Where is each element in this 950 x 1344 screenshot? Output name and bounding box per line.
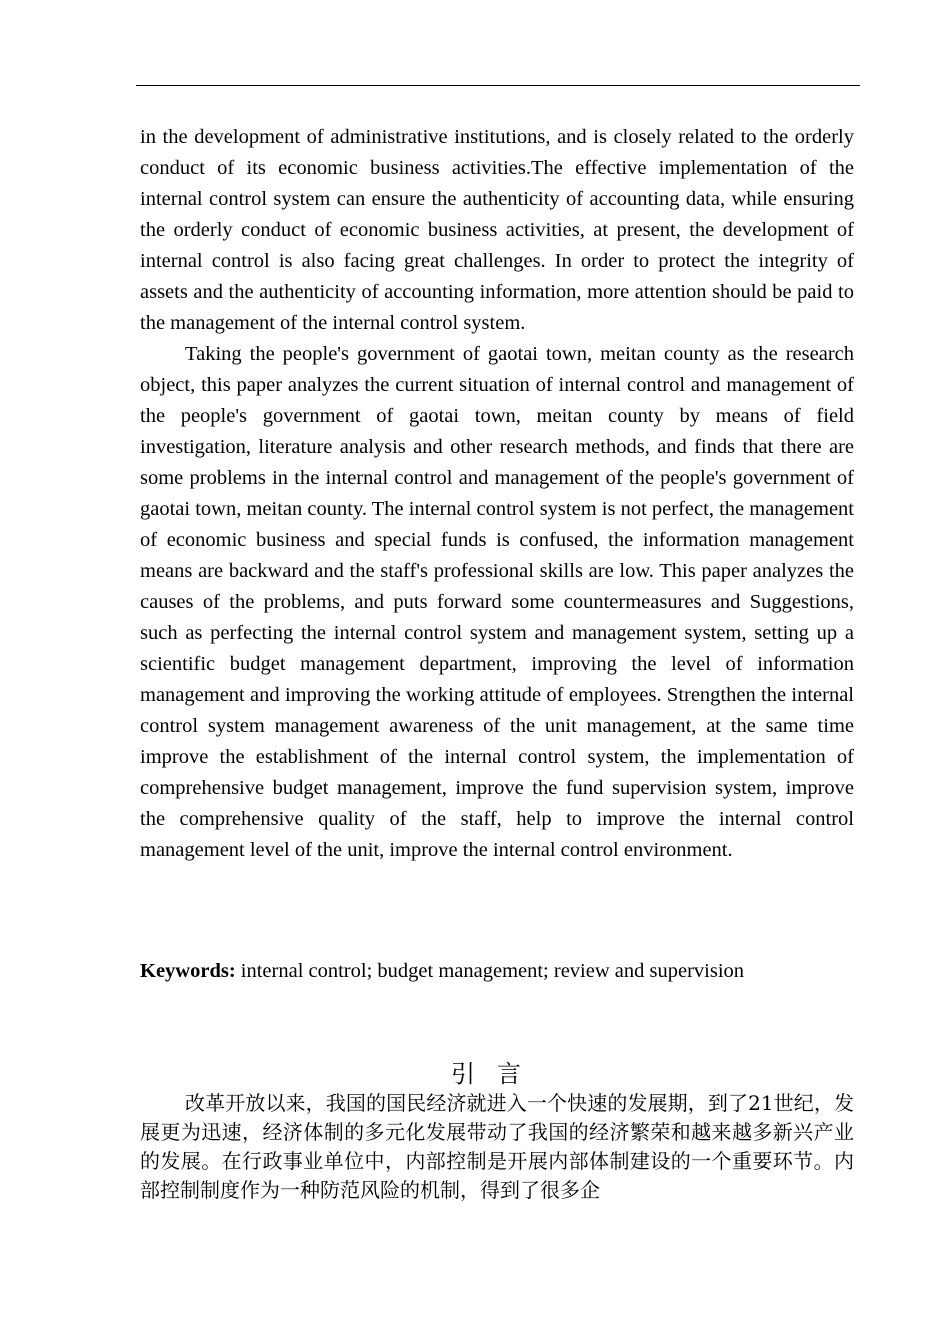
introduction-title: 引言 (451, 1060, 543, 1088)
header-rule (136, 85, 860, 86)
introduction-body (140, 1089, 854, 1205)
keywords-text: internal control; budget management; review and supervision (240, 960, 745, 982)
abstract-body (140, 122, 854, 866)
abstract-paragraph-2: Taking the people's government of gaotai town, meitan county as the research object, this paper analyzes the current situation of internal control and management of the people's government of gaotai town, meitan county by means of field investigation, literature analysis and other research methods, and finds that there are some problems in the internal control and management of the people's government of gaotai town, meitan county. The internal control system is not perfect, the management of economic business and special funds is confused, the information management means are backward and the staff's professional skills are low. This paper analyzes the causes of the problems, and puts forward some countermeasures and Suggestions, such as perfecting the internal control system and management system, setting up a scientific budget management department, improving the level of information management and improving the working attitude of employees. Strengthen the internal control system management awareness of the unit management, at the same time improve the establishment of the internal control system, the implementation of comprehensive budget management, improve the fund supervision system, improve the comprehensive quality of the staff, help to improve the internal control management level of the unit, improve the internal control environment. (140, 343, 854, 861)
introduction-paragraph: 改革开放以来，我国的国民经济就进入一个快速的发展期，到了21世纪，发展更为迅速，经济体制的多元化发展带动了我国的经济繁荣和越来越多新兴产业的发展。在行政事业单位中，内部控制是开展内部体制建设的一个重要环节。内部控制制度作为一种防范风险的机制，得到了很多企 (140, 1091, 854, 1202)
abstract-paragraph-1: in the development of administrative institutions, and is closely related to the orderly conduct of its economic business activities.The effective implementation of the internal control system can ensure the authenticity of accounting data, while ensuring the orderly conduct of economic business activities, at present, the development of internal control is also facing great challenges. In order to protect the integrity of assets and the authenticity of accounting information, more attention should be paid to the management of the internal control system. (140, 126, 854, 334)
keywords-label: Keywords: (140, 960, 236, 982)
keywords-line (140, 956, 854, 987)
